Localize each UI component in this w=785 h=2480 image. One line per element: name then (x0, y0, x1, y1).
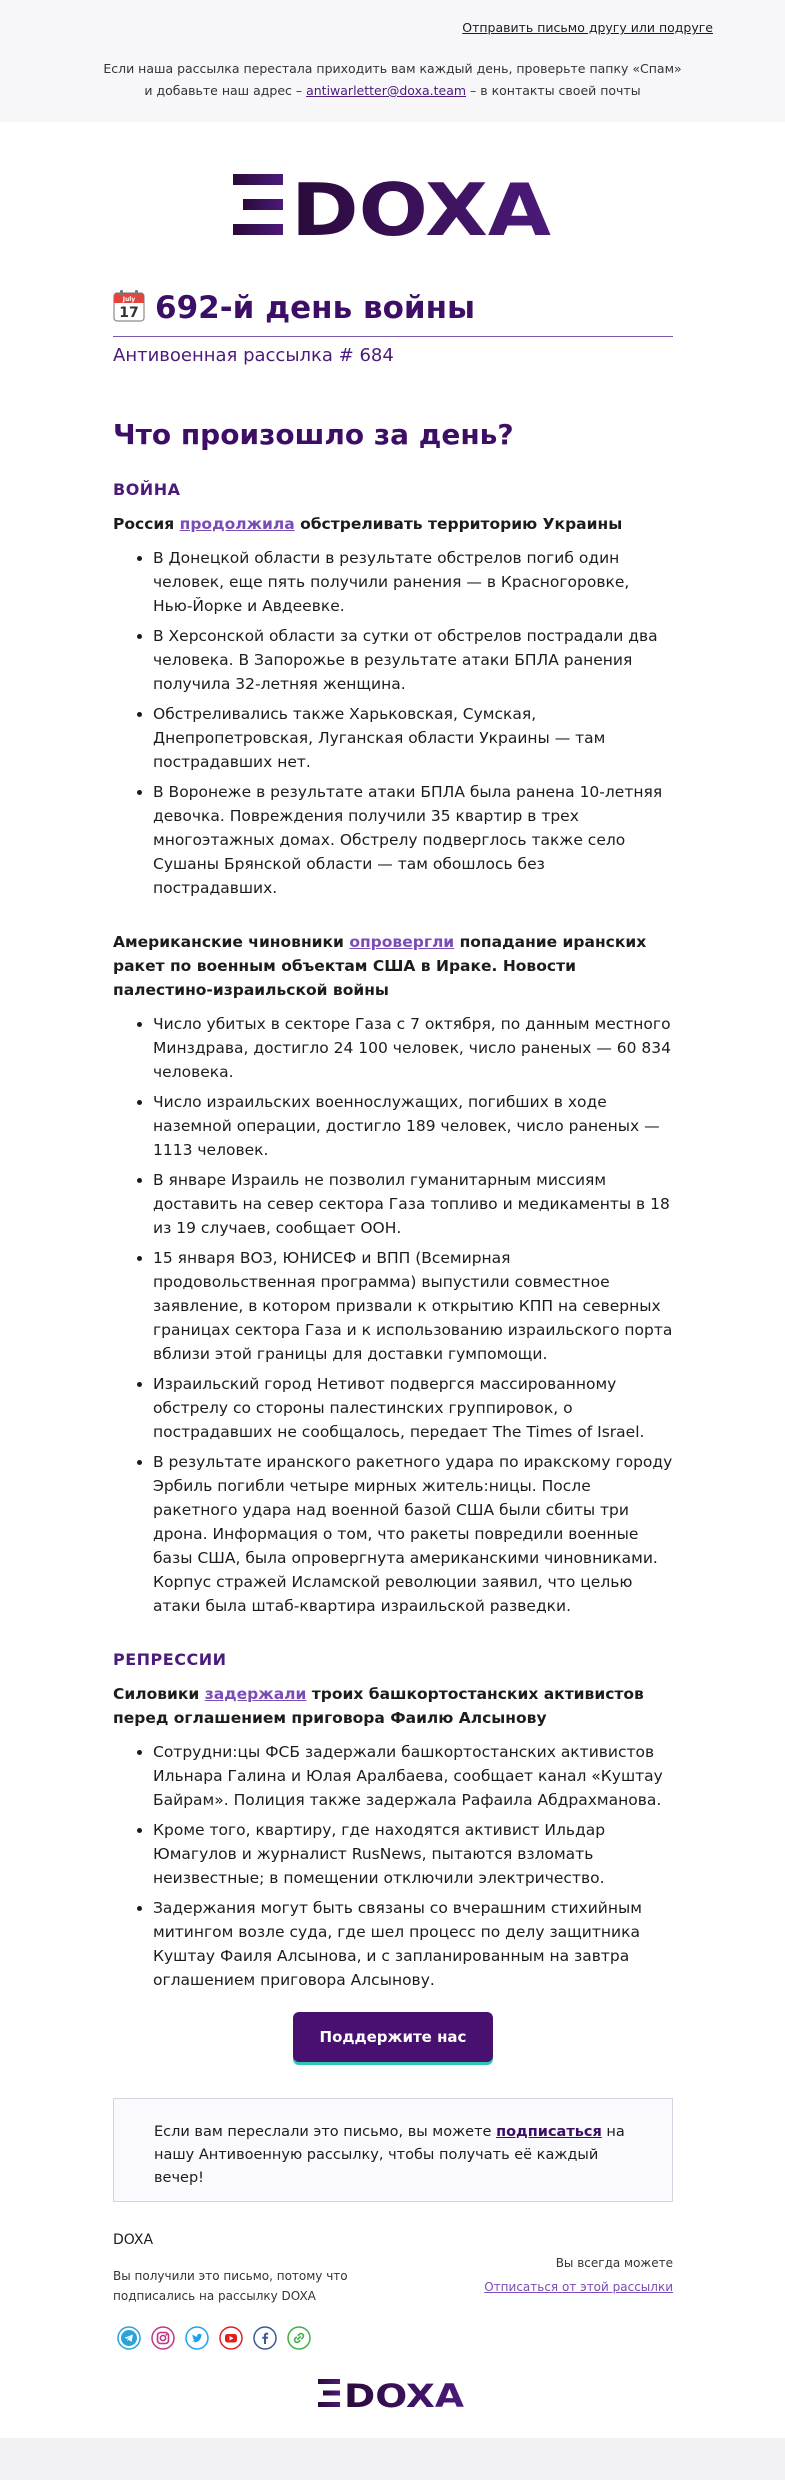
category-repressions: РЕПРЕССИИ (113, 1650, 227, 1669)
calendar-icon (113, 290, 145, 322)
list-item: • В Воронеже в результате атаки БПЛА была ранена 10-летняя девочка. Повреждения получили 35 квартир в трех многоэтажных домах. Обстрелу подверглось также село Сушаны Брянской области — там обошлось без пострадавших. (153, 780, 673, 900)
calendar-day: 17 (119, 305, 139, 321)
bottom-strip (0, 2438, 785, 2480)
headline-link[interactable]: продолжила (179, 515, 295, 533)
day-summary-heading: Что произошло за день? (113, 418, 514, 451)
social-links (117, 2326, 311, 2350)
footer-brand: DOXA (113, 2232, 154, 2248)
story-headline (113, 1682, 673, 1730)
logo-wordmark: DOXA (291, 172, 552, 238)
notice-text-after: – в контакты своей почты (466, 83, 641, 98)
preheader (0, 0, 785, 122)
story-bullets (113, 546, 673, 906)
doxa-logo (233, 172, 553, 238)
list-item: • Сотрудни:цы ФСБ задержали башкортостанских активистов Ильнара Галина и Юлая Аралбаева, сообщает канал «Куштау Байрам». Полиция также задержала Рафаила Абдрахманова. (153, 1740, 673, 1812)
headline-text: троих башкортостанских активистов перед оглашением приговора Фаилю Алсынову (113, 1685, 644, 1727)
calendar-month: July (122, 296, 136, 303)
subscribe-link[interactable]: подписаться (496, 2124, 602, 2140)
list-item: • В Донецкой области в результате обстрелов погиб один человек, еще пять получили ранения — в Красногоровке, Нью-Йорке и Авдеевке. (153, 546, 673, 618)
list-item: • Задержания могут быть связаны со вчерашним стихийным митингом возле суда, где шел процесс по делу защитника Куштау Фаиля Алсынова, и с запланированным на завтра оглашением приговора Алсынову. (153, 1896, 673, 1992)
list-item: • Обстреливались также Харьковская, Сумская, Днепропетровская, Луганская области Украины — там пострадавших нет. (153, 702, 673, 774)
list-item: • 15 января ВОЗ, ЮНИСЕФ и ВПП (Всемирная продовольственная программа) выпустили совместное заявление, в котором призвали к открытию КПП на северных границах сектора Газа и к использованию израильского порта вблизи этой границы для доставки гумпомощи. (153, 1246, 673, 1366)
footer-unsubscribe-lead: Вы всегда можете (555, 2256, 673, 2270)
notice-email-link[interactable]: antiwarletter@doxa.team (306, 83, 467, 98)
list-item: • Израильский город Нетивот подвергся массированному обстрелу со стороны палестинских группировок, о пострадавших не сообщалось, передает The Times of Israel. (153, 1372, 673, 1444)
footer-logo-wordmark: DOXA (344, 2378, 465, 2408)
forward-to-friend-link[interactable]: Отправить письмо другу или подруге (462, 20, 713, 35)
day-title-text: 692-й день войны (155, 290, 476, 326)
subscribe-text-after: на нашу Антивоенную рассылку, чтобы получать её каждый вечер! (154, 2124, 625, 2186)
list-item: • В Херсонской области за сутки от обстрелов пострадали два человека. В Запорожье в результате атаки БПЛА ранения получила 32-летняя женщина. (153, 624, 673, 696)
telegram-icon[interactable] (117, 2326, 141, 2350)
list-item: • Число убитых в секторе Газа с 7 октября, по данным местного Минздрава, достигло 24 100 человек, число раненых — 60 834 человека. (153, 1012, 673, 1084)
list-item: • В январе Израиль не позволил гуманитарным миссиям доставить на север сектора Газа топливо и медикаменты в 18 из 19 случаев, сообщает ООН. (153, 1168, 673, 1240)
subscribe-text-before: Если вам переслали это письмо, вы можете (154, 2124, 497, 2140)
facebook-icon[interactable] (253, 2326, 277, 2350)
story-bullets (113, 1012, 673, 1624)
twitter-icon[interactable] (185, 2326, 209, 2350)
link-icon[interactable] (287, 2326, 311, 2350)
headline-link[interactable]: задержали (204, 1685, 307, 1703)
headline-text: Американские чиновники (113, 933, 350, 951)
headline-text: попадание иранских ракет по военным объектам США в Ираке. Новости палестино-израильской войны (113, 933, 647, 999)
footer-reason: Вы получили это письмо, потому что подписались на рассылку DOXA (113, 2269, 348, 2303)
subscribe-box (113, 2098, 673, 2202)
support-us-button[interactable]: Поддержите нас (293, 2012, 493, 2062)
headline-text: Россия (113, 515, 180, 533)
list-item: • В результате иранского ракетного удара по иракскому городу Эрбиль погибли четыре мирных житель:ницы. После ракетного удара над военной базой США были сбиты три дрона. Информация о том, что ракеты повредили военные базы США, была опровергнута американскими чиновниками. Корпус стражей Исламской революции заявил, что целью атаки была штаб-квартира израильской разведки. (153, 1450, 673, 1618)
day-title (113, 290, 673, 326)
category-war: ВОЙНА (113, 480, 181, 499)
headline-text: обстреливать территорию Украины (294, 515, 623, 533)
headline-link[interactable]: опровергли (349, 933, 455, 951)
list-item: • Число израильских военнослужащих, погибших в ходе наземной операции, достигло 189 человек, число раненых — 1113 человек. (153, 1090, 673, 1162)
deliverability-notice (100, 58, 685, 102)
instagram-icon[interactable] (151, 2326, 175, 2350)
story-headline (113, 512, 673, 536)
footer-doxa-logo (318, 2378, 466, 2408)
list-item: • Кроме того, квартиру, где находятся активист Ильдар Юмагулов и журналист RusNews, пытаются взломать неизвестные; в помещении отключили электричество. (153, 1818, 673, 1890)
notice-text-before: Если наша рассылка перестала приходить вам каждый день, проверьте папку «Спам» и добавьте наш адрес – (103, 61, 682, 98)
youtube-icon[interactable] (219, 2326, 243, 2350)
unsubscribe-link[interactable]: Отписаться от этой рассылки (484, 2280, 673, 2294)
story-bullets (113, 1740, 673, 1998)
headline-text: Силовики (113, 1685, 205, 1703)
story-headline (113, 930, 673, 1002)
newsletter-issue: Антивоенная рассылка # 684 (113, 345, 394, 366)
title-divider (113, 336, 673, 337)
